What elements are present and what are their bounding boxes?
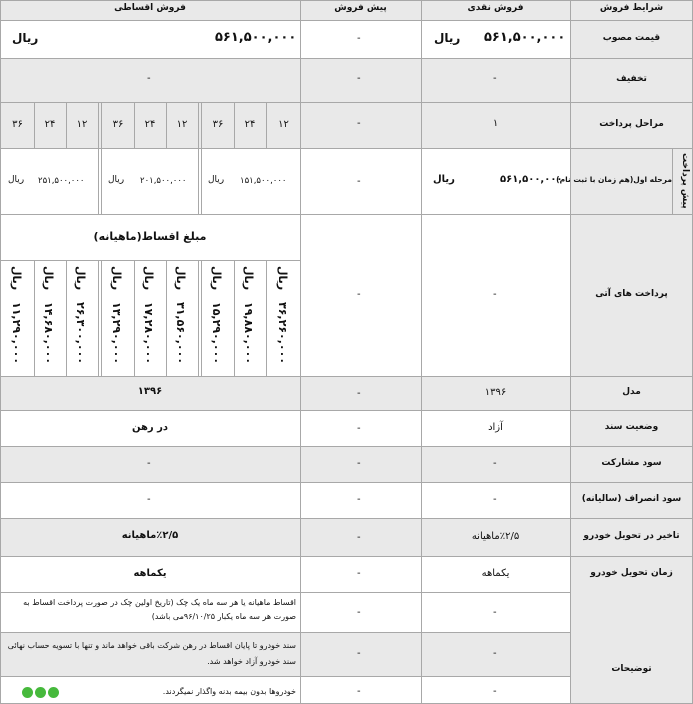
installment-monthly-amount: ۱۷,۲۸۰,۰۰۰ (142, 302, 155, 365)
presale-note-1: - (357, 648, 361, 659)
installment-month-8: ۳۶ (12, 119, 23, 130)
installment-monthly-cell (1, 262, 34, 374)
cash-document: آزاد (488, 422, 503, 433)
header-presale: پیش فروش (334, 3, 387, 13)
cash-stages: ۱ (492, 118, 499, 129)
installment-monthly-amount: ۳۶,۲۶۰,۰۰۰ (276, 302, 289, 365)
presale-model: - (357, 388, 361, 399)
label-payment-stages: مراحل پرداخت (599, 119, 664, 129)
installment-cancellation: - (147, 494, 151, 505)
label-model: مدل (622, 387, 641, 397)
installment-delivery: یکماهه (133, 568, 167, 579)
label-document-status: وضعیت سند (604, 422, 659, 432)
installment-partnership: - (147, 458, 151, 469)
installment-month-1: ۲۴ (244, 119, 256, 130)
cash-partnership: - (493, 458, 497, 469)
row-bg-partnership (0, 446, 570, 482)
installment-first-currency-1: ریال (108, 175, 125, 185)
installment-monthly-currency: ریال (174, 266, 187, 291)
installment-monthly-currency: ریال (276, 266, 289, 291)
installment-monthly-currency: ریال (42, 266, 55, 291)
installment-monthly-currency: ریال (110, 266, 123, 291)
installment-monthly-title: مبلغ اقساط(ماهیانه) (93, 230, 207, 243)
installment-price-currency: ریال (12, 31, 39, 45)
header-conditions: شرایط فروش (599, 3, 664, 13)
presale-cancellation: - (357, 494, 361, 505)
installment-monthly-amount: ۱۴,۶۸۰,۰۰۰ (42, 302, 55, 365)
installment-month-2: ۳۶ (212, 119, 224, 130)
installment-monthly-amount: ۱۱,۲۹۰,۰۰۰ (10, 302, 23, 365)
presale-note-2: - (357, 686, 361, 697)
installment-first-2: ۲۵۱,۵۰۰,۰۰۰ (38, 176, 85, 186)
label-future-payments: پرداخت های آتی (595, 289, 668, 299)
cash-note-2: - (493, 686, 497, 697)
label-first-stage: مرحله اول(هم زمان با ثبت نام) (556, 175, 672, 184)
presale-delivery: - (357, 568, 361, 579)
installment-first-currency-2: ریال (8, 175, 25, 185)
installment-monthly-currency: ریال (10, 266, 23, 291)
installment-monthly-cell (102, 262, 134, 374)
installment-monthly-cell (134, 262, 166, 374)
header-installment: فروش اقساطی (114, 3, 186, 13)
watermark-dots (22, 687, 62, 699)
installment-month-4: ۲۴ (144, 119, 156, 130)
installment-monthly-amount: ۱۹,۸۸۰,۰۰۰ (242, 302, 255, 365)
cash-delay: ٪۲/۵ماهیانه (471, 531, 520, 542)
installment-monthly-currency: ریال (74, 266, 87, 291)
presale-stages: - (357, 118, 361, 129)
installment-monthly-currency: ریال (242, 266, 255, 291)
installment-monthly-cell (166, 262, 198, 374)
installment-monthly-cell (267, 262, 300, 374)
label-partnership-profit: سود مشارکت (601, 458, 662, 468)
installment-monthly-cell (234, 262, 266, 374)
installment-note-1: سند خودرو تا پایان اقساط در رهن شرکت باقی خواهد ماند و تنها با تسویه حساب نهائی سند خودرو آزاد خواهد شد. (7, 641, 296, 666)
presale-price: - (357, 33, 361, 44)
installment-monthly-cell (202, 262, 234, 374)
cash-price-currency: ریال (434, 31, 461, 45)
installment-note-0: اقساط ماهیانه یا هر سه ماه یک چک (تاریخ اولین چک در صورت پرداخت اقساط به صورت هر سه ماه یکبار ۹۶/۱۰/۲۵می باشد) (23, 598, 296, 621)
presale-first: - (357, 176, 361, 187)
label-notes: توضیحات (611, 664, 652, 674)
cash-note-0: - (493, 607, 497, 618)
installment-document: در رهن (131, 422, 169, 433)
presale-note-0: - (357, 607, 361, 618)
presale-delay: - (357, 532, 361, 543)
presale-partnership: - (357, 458, 361, 469)
installment-delay: ٪۲/۵ماهیانه (121, 530, 179, 541)
cash-cancellation: - (493, 494, 497, 505)
installment-monthly-amount: ۱۳,۲۹۰,۰۰۰ (110, 302, 123, 365)
label-prepayment: پیش پرداخت (680, 153, 690, 209)
installment-discount: - (147, 73, 151, 84)
cash-future: - (493, 289, 497, 300)
installment-first-currency-0: ریال (208, 175, 225, 185)
installment-monthly-currency: ریال (142, 266, 155, 291)
installment-monthly-cell (66, 262, 98, 374)
installment-month-7: ۲۴ (44, 119, 56, 130)
installment-first-0: ۱۵۱,۵۰۰,۰۰۰ (240, 176, 287, 186)
installment-first-1: ۲۰۱,۵۰۰,۰۰۰ (140, 176, 187, 186)
installment-note-2: خودروها بدون بیمه بدنه واگذار نمیگردند. (162, 687, 296, 696)
label-approved-price: قیمت مصوب (602, 33, 661, 43)
installment-monthly-cell (34, 262, 66, 374)
label-cancellation-profit: سود انصراف (سالیانه) (581, 494, 682, 504)
cash-model: ۱۳۹۶ (484, 387, 507, 398)
cash-discount: - (493, 73, 497, 84)
cash-first-amount: ۵۶۱,۵۰۰,۰۰۰ (500, 174, 563, 185)
presale-future: - (357, 289, 361, 300)
installment-price: ۵۶۱,۵۰۰,۰۰۰ (215, 30, 297, 45)
installment-monthly-amount: ۲۶,۳۰۰,۰۰۰ (74, 302, 87, 365)
installment-monthly-amount: ۱۵,۲۹۰,۰۰۰ (210, 302, 223, 365)
installment-model: ۱۳۹۶ (137, 386, 163, 397)
presale-document: - (357, 423, 361, 434)
label-delivery-delay: تاخیر در تحویل خودرو (583, 531, 680, 541)
installment-monthly-amount: ۳۱,۵۶۰,۰۰۰ (174, 302, 187, 365)
installment-month-3: ۱۲ (176, 119, 188, 130)
installment-month-6: ۱۲ (76, 119, 88, 130)
label-discount: تخفیف (616, 74, 647, 84)
cash-first-currency: ریال (433, 174, 455, 185)
presale-discount: - (357, 73, 361, 84)
installment-monthly-currency: ریال (210, 266, 223, 291)
row-bg-discount (0, 58, 570, 102)
header-cash: فروش نقدی (467, 3, 524, 13)
cash-note-1: - (493, 648, 497, 659)
cash-price: ۵۶۱,۵۰۰,۰۰۰ (484, 30, 566, 45)
cash-delivery: یکماهه (481, 568, 510, 579)
installment-month-5: ۳۶ (112, 119, 124, 130)
label-delivery-time: زمان تحویل خودرو (590, 568, 673, 578)
installment-month-0: ۱۲ (278, 119, 289, 130)
